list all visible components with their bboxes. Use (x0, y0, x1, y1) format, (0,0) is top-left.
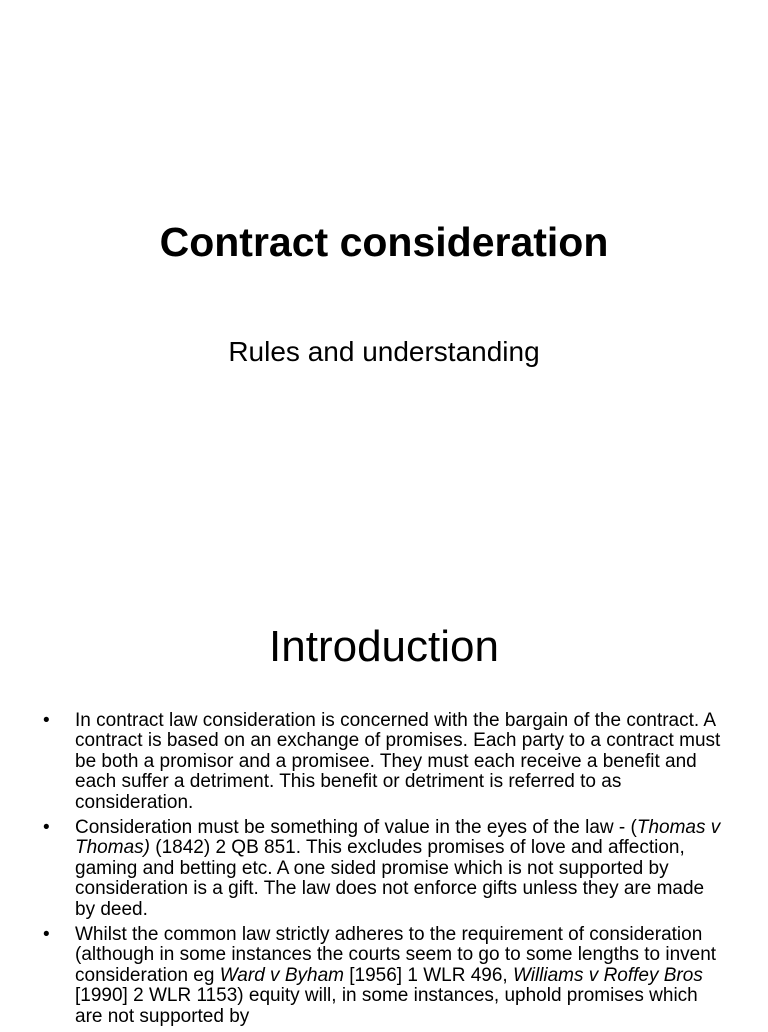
bullet-item-1 (0, 711, 768, 813)
bullet-3-text-end: [1990] 2 WLR 1153) equity will, in some instances, uphold promises which are not supported by (75, 985, 698, 1027)
case-citation-ward: Ward v Byham (219, 964, 344, 986)
bullet-icon: • (43, 710, 50, 731)
bullet-1-text: In contract law consideration is concerned with the bargain of the contract. A contract is based on an exchange of promises. Each party to a contract must be both a promisor and a promisee. They must each receive a benefit and each suffer a detriment. This benefit or detriment is referred to as consideration. (75, 710, 721, 813)
slide-title: Contract consideration (159, 219, 609, 265)
bullet-2-text: Consideration must be something of value in the eyes of the law - ( (75, 817, 637, 839)
bullet-icon: • (43, 924, 50, 946)
introduction-slide (0, 576, 768, 1027)
bullet-list (0, 711, 768, 1032)
slide-subtitle: Rules and understanding (228, 336, 540, 367)
bullet-item-2 (0, 818, 768, 920)
bullet-item-3 (0, 925, 768, 1027)
bullet-3-text-cont: [1956] 1 WLR 496, (343, 964, 513, 986)
bullet-icon: • (43, 817, 50, 839)
bullet-3-text: Whilst the common law strictly adheres to the requirement of consideration (although in some instances the courts seem to go to some lengths to invent consideration eg (75, 924, 717, 986)
introduction-heading: Introduction (269, 622, 499, 671)
case-citation-thomas: Thomas v Thomas) (75, 817, 721, 859)
case-citation-williams: Williams v Roffey Bros (512, 964, 703, 986)
bullet-2-text-cont: (1842) 2 QB 851. This excludes promises of love and affection, gaming and betting etc. A one sided promise which is not supported by consideration is a gift. The law does not enforce gifts unless they are made by deed. (75, 837, 705, 920)
